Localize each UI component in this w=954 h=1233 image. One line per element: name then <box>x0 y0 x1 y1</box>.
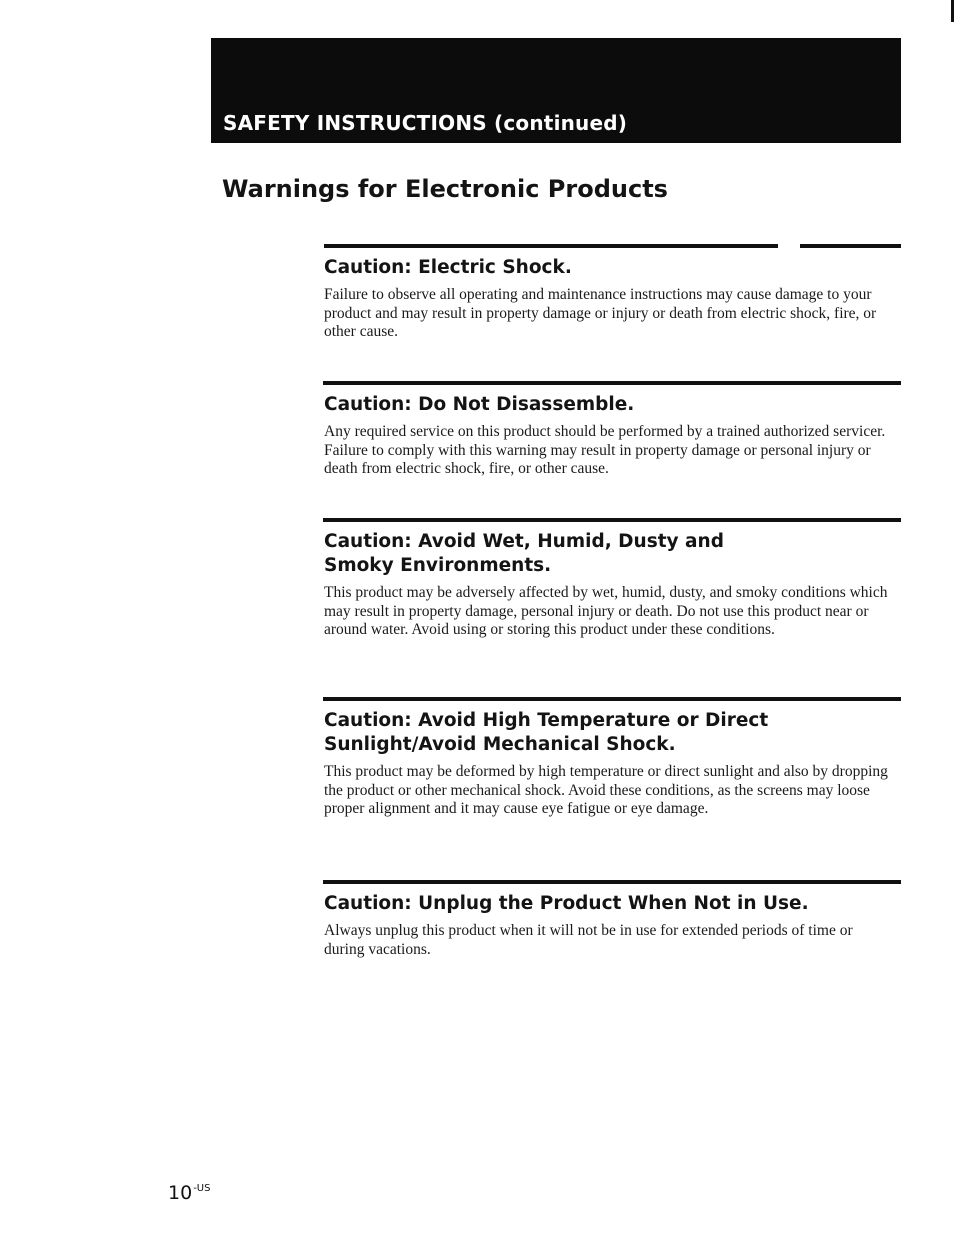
page-number-suffix: -US <box>193 1183 211 1194</box>
section-heading: Caution: Avoid High Temperature or Direct Sunlight/Avoid Mechanical Shock. <box>324 710 769 755</box>
section-divider <box>323 518 901 522</box>
section-divider <box>323 880 901 884</box>
page-title: Warnings for Electronic Products <box>222 175 668 203</box>
caution-do-not-disassemble <box>324 381 901 479</box>
section-body: This product may be deformed by high temperature or direct sunlight and also by dropping the product or other mechanical shock. Avoid these conditions, as the screens may loose proper alignment and it may cause eye fatigue or eye damage. <box>324 763 888 817</box>
section-heading: Caution: Do Not Disassemble. <box>324 394 635 415</box>
section-heading: Caution: Electric Shock. <box>324 257 572 278</box>
section-heading: Caution: Avoid Wet, Humid, Dusty and Smoky Environments. <box>324 531 724 576</box>
section-divider <box>324 244 901 248</box>
caution-avoid-wet-humid-dusty-smoky <box>324 518 901 640</box>
caution-electric-shock <box>324 244 901 342</box>
page-number-value: 10 <box>168 1182 193 1204</box>
section-header-bar <box>211 38 901 143</box>
caution-avoid-high-temperature <box>324 697 901 819</box>
section-body: Always unplug this product when it will not be in use for extended periods of time or during vacations. <box>324 922 853 958</box>
section-divider <box>323 697 901 701</box>
section-body: This product may be adversely affected by wet, humid, dusty, and smoky conditions which may result in property damage, personal injury or death. Do not use this product near or around water. Avoid using or storing this product under these conditions. <box>324 584 888 638</box>
section-body: Any required service on this product should be performed by a trained authorized servicer. Failure to comply with this warning may result in property damage or personal injury or death from electric shock, fire, or other cause. <box>324 423 886 477</box>
section-header-label: SAFETY INSTRUCTIONS (continued) <box>223 111 628 135</box>
page-number <box>168 1182 210 1204</box>
section-heading: Caution: Unplug the Product When Not in Use. <box>324 893 809 914</box>
section-body: Failure to observe all operating and maintenance instructions may cause damage to your product and may result in property damage or injury or death from electric shock, fire, or other cause. <box>324 286 877 340</box>
caution-unplug-product <box>324 880 901 959</box>
section-divider <box>323 381 901 385</box>
